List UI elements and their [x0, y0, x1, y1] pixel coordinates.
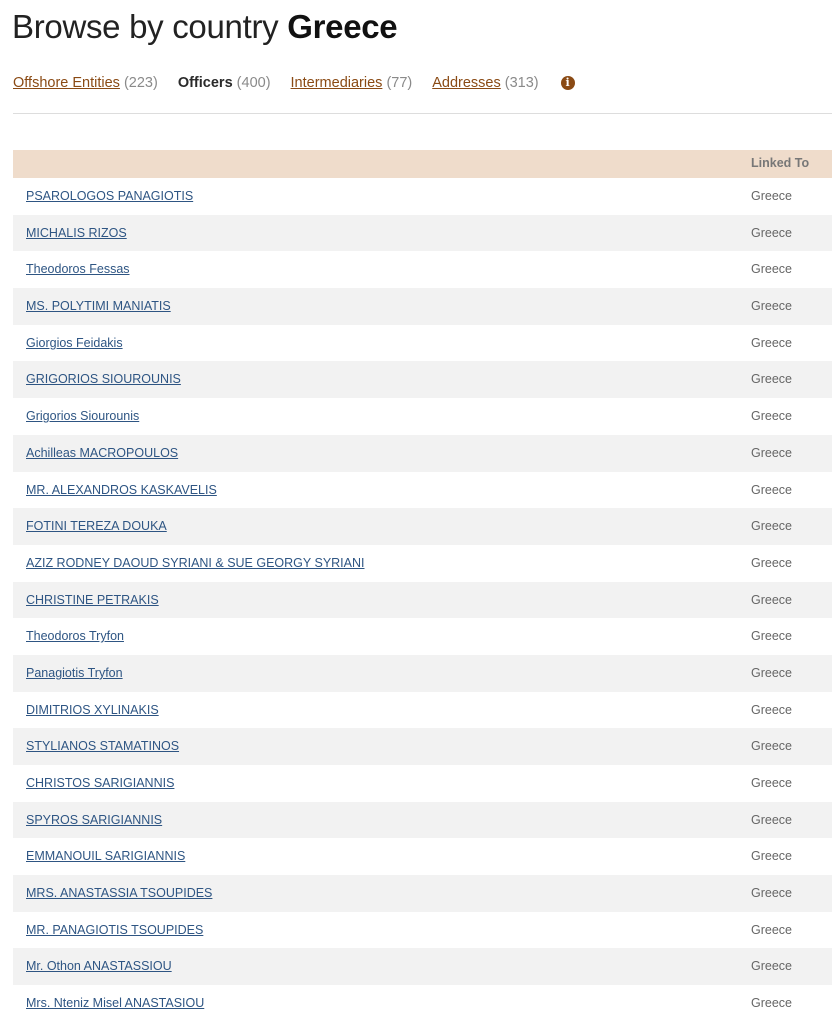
officer-name-link[interactable]: MRS. ANASTASSIA TSOUPIDES — [26, 886, 213, 901]
table-row — [13, 251, 832, 288]
linked-country: Greece — [751, 665, 792, 680]
page-title-country: Greece — [287, 8, 398, 45]
table-row — [13, 985, 832, 1022]
tab-intermediaries-count: (77) — [386, 75, 413, 91]
linked-country: Greece — [751, 739, 792, 754]
tab-offshore-entities[interactable] — [13, 75, 158, 91]
table-row — [13, 288, 832, 325]
officer-name-link[interactable]: FOTINI TEREZA DOUKA — [26, 519, 167, 534]
officer-name-link[interactable]: Grigorios Siourounis — [26, 409, 140, 424]
tab-officers — [178, 75, 271, 91]
officer-name-link[interactable]: Achilleas MACROPOULOS — [26, 445, 179, 460]
table-row — [13, 912, 832, 949]
linked-country: Greece — [751, 482, 792, 497]
linked-country: Greece — [751, 372, 792, 387]
table-row — [13, 472, 832, 509]
linked-country: Greece — [751, 629, 792, 644]
table-row — [13, 178, 832, 215]
linked-country: Greece — [751, 776, 792, 790]
linked-country: Greece — [751, 519, 792, 534]
tab-offshore-entities-count: (223) — [123, 75, 158, 91]
tab-intermediaries-link[interactable]: Intermediaries — [290, 75, 383, 91]
officer-name-link[interactable]: Theodoros Fessas — [26, 262, 130, 277]
tab-addresses-count: (313) — [504, 75, 539, 91]
table-row — [13, 655, 832, 692]
officer-name-link[interactable]: PSAROLOGOS PANAGIOTIS — [26, 189, 194, 203]
officer-name-link[interactable]: Theodoros Tryfon — [26, 629, 124, 644]
page-title — [12, 8, 397, 46]
officer-name-link[interactable]: Giorgios Feidakis — [26, 335, 123, 350]
officers-table — [13, 150, 832, 1022]
officer-name-link[interactable]: CHRISTINE PETRAKIS — [26, 592, 159, 607]
linked-country: Greece — [751, 886, 792, 901]
linked-country: Greece — [751, 335, 792, 350]
linked-country: Greece — [751, 959, 792, 974]
table-header — [13, 150, 832, 178]
officer-name-link[interactable]: SPYROS SARIGIANNIS — [26, 812, 163, 827]
table-row — [13, 875, 832, 912]
linked-country: Greece — [751, 922, 792, 937]
tab-officers-count: (400) — [236, 75, 271, 91]
officer-name-link[interactable]: CHRISTOS SARIGIANNIS — [26, 776, 175, 790]
divider — [13, 113, 832, 114]
table-row — [13, 398, 832, 435]
category-tabs — [13, 75, 575, 91]
officer-name-link[interactable]: MR. ALEXANDROS KASKAVELIS — [26, 482, 217, 497]
table-body — [13, 178, 832, 1022]
officer-name-link[interactable]: DIMITRIOS XYLINAKIS — [26, 702, 159, 717]
tab-addresses[interactable] — [432, 75, 538, 91]
linked-to-header: Linked To — [751, 156, 810, 170]
tab-officers-label: Officers — [177, 75, 233, 91]
officer-name-link[interactable]: Panagiotis Tryfon — [26, 665, 123, 680]
table-row — [13, 765, 832, 802]
linked-country: Greece — [751, 996, 792, 1011]
tab-intermediaries[interactable] — [291, 75, 413, 91]
officer-name-link[interactable]: EMMANOUIL SARIGIANNIS — [26, 849, 186, 864]
linked-country: Greece — [751, 409, 792, 424]
table-row — [13, 948, 832, 985]
linked-country: Greece — [751, 592, 792, 607]
table-row — [13, 435, 832, 472]
officer-name-link[interactable]: STYLIANOS STAMATINOS — [26, 739, 180, 754]
officer-name-link[interactable]: MR. PANAGIOTIS TSOUPIDES — [26, 922, 204, 937]
page-title-prefix: Browse by country — [12, 8, 279, 45]
officer-name-link[interactable]: GRIGORIOS SIOUROUNIS — [26, 372, 181, 387]
officer-name-link[interactable]: MS. POLYTIMI MANIATIS — [26, 299, 171, 314]
table-row — [13, 838, 832, 875]
linked-country: Greece — [751, 225, 792, 240]
officer-name-link[interactable]: MICHALIS RIZOS — [26, 225, 127, 240]
linked-country: Greece — [751, 299, 792, 314]
linked-country: Greece — [751, 445, 792, 460]
linked-country: Greece — [751, 849, 792, 864]
table-row — [13, 728, 832, 765]
table-row — [13, 618, 832, 655]
linked-country: Greece — [751, 189, 792, 203]
table-row — [13, 545, 832, 582]
table-row — [13, 802, 832, 839]
info-icon[interactable]: i — [561, 76, 575, 90]
linked-country: Greece — [751, 702, 792, 717]
officer-name-link[interactable]: Mr. Othon ANASTASSIOU — [26, 959, 172, 974]
table-row — [13, 325, 832, 362]
officer-name-link[interactable]: Mrs. Nteniz Misel ANASTASIOU — [26, 996, 205, 1011]
linked-country: Greece — [751, 812, 792, 827]
linked-country: Greece — [751, 262, 792, 277]
table-row — [13, 508, 832, 545]
table-row — [13, 582, 832, 619]
tab-offshore-entities-link[interactable]: Offshore Entities — [13, 75, 120, 91]
tab-addresses-link[interactable]: Addresses — [432, 75, 501, 91]
table-row — [13, 215, 832, 252]
table-row — [13, 361, 832, 398]
officer-name-link[interactable]: AZIZ RODNEY DAOUD SYRIANI & SUE GEORGY SYRIANI — [26, 555, 365, 570]
table-row — [13, 692, 832, 729]
linked-country: Greece — [751, 555, 792, 570]
